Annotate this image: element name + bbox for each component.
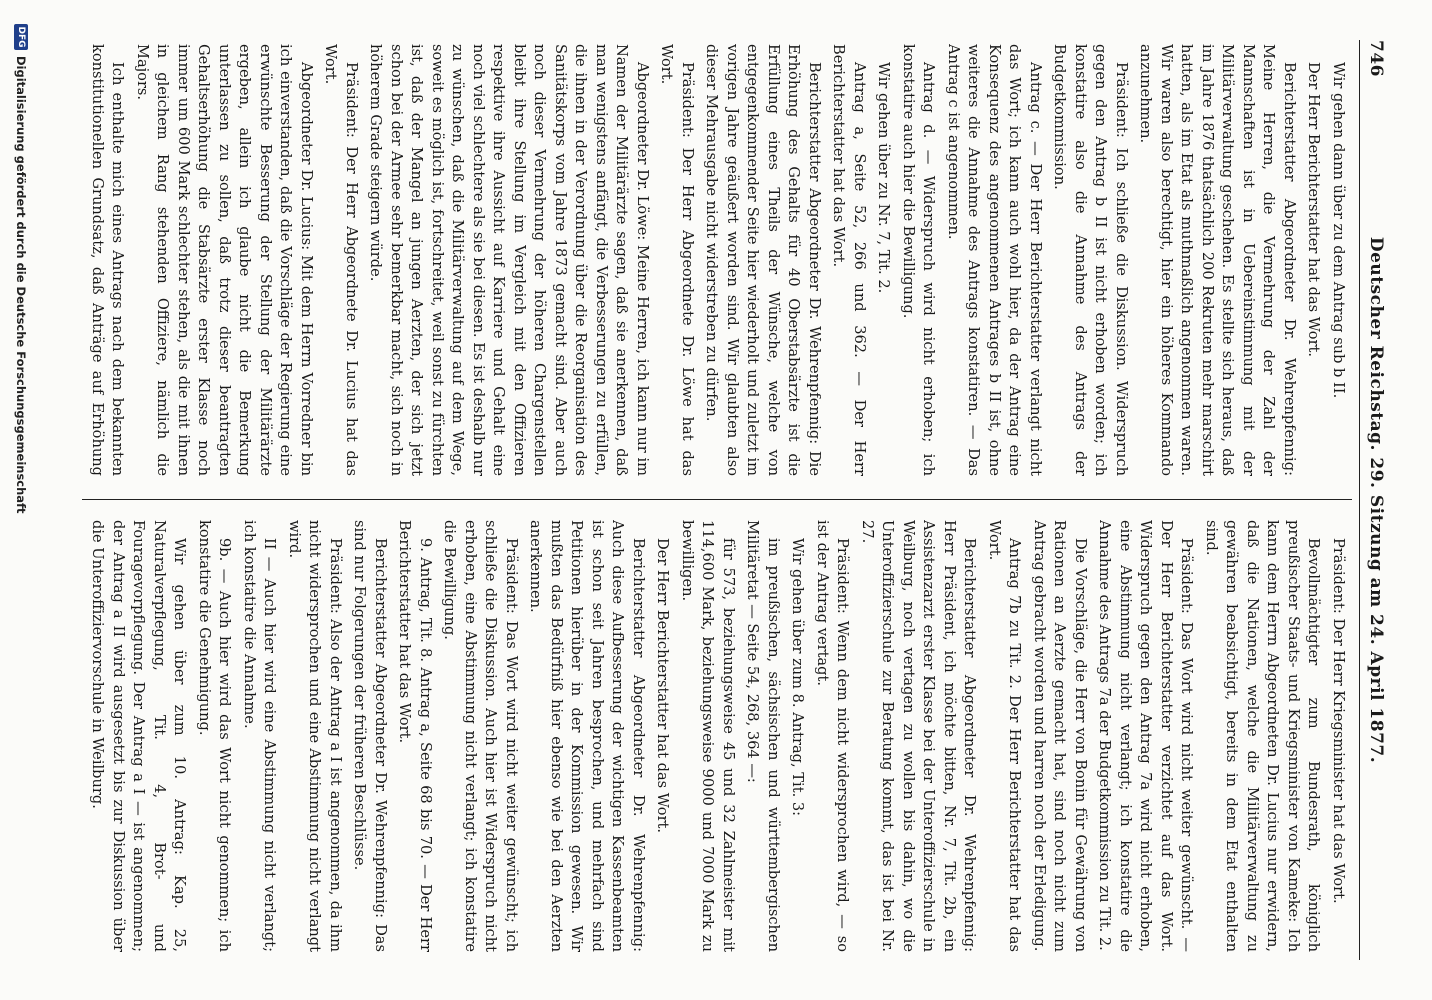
paragraph: im preußischen, sächsischen und württembergischen Militäretat — Seite 54, 268, 364 —: [744,520,782,952]
paragraph: Präsident: Also der Antrag a I ist angenommen, da ihm nicht widersprochen und eine Abstimmung nicht verlangt wird. [286,520,344,952]
page-header [1360,40,1394,960]
paragraph: für 573, beziehungsweise 45 und 32 Zahlmeister mit 114,600 Mark, beziehungsweise 9000 und 7000 Mark zu bewilligen. [679,520,737,952]
left-column [88,44,1348,476]
paragraph: II — Auch hier wird eine Abstimmung nicht verlangt; ich konstatire die Annahme. [241,520,279,952]
dfg-logo: DFG [14,24,28,50]
paragraph: Berichterstatter Abgeordneter Dr. Wehrenpfennig: Meine Herren, die Vermehrung der Zahl der Mannschaften ist in Uebereinstimmung mit der Militärverwaltung geschehen. Es stellte sich heraus, daß im Jahre 1876 thatsächlich 200 Rekruten mehr marschirt hatten, als im Etat als muthmaßlich angenommen waren. Wir waren also berechtigt, hier ein höheres Kommando anzunehmen. [1137,44,1298,476]
paragraph: Berichterstatter Abgeordneter Dr. Wehrenpfennig: Die Erhöhung des Gehalts für 40 Oberstabsärzte ist die Erfüllung eines Theils der Wünsche, welche von entgegenkommender Seite hier wiederholt und zuletzt im vorigen Jahre geäußert worden sind. Wir glaubten also dieser Mehrausgabe nicht widerstreben zu dürfen. [703,44,823,476]
paragraph: Abgeordneter Dr. Löwe: Meine Herren, ich kann nur im Namen der Militärärzte sagen, daß sie anerkennen, daß man wenigstens anfängt, die Verbesserungen zu erfüllen, die ihnen in der Verordnung über die Reorganisation des Sanitätskorps vom Jahre 1873 gemacht sind. Aber auch noch dieser Vermehrung der höheren Chargenstellen bleibt ihre Stellung im Vergleich mit den Offizieren respektive ihre Aussicht auf Karriere und Gehalt eine noch viel schlechtere als sie bei diesen. Es ist deshalb nur zu wünschen, daß die Militärverwaltung auf dem Wege, soweit es möglich ist, fortschreitet, weil sonst zu fürchten ist, daß der Mangel an jungen Aerzten, der sich jetzt schon bei der Armee sehr bemerkbar macht, sich noch in höherem Grade steigern würde. [367,44,651,476]
paragraph: 9b. — Auch hier wird das Wort nicht genommen; ich konstatire die Genehmigung. [196,520,234,952]
paragraph: Wir gehen über zum 10. Antrag: Kap. 25, Naturalverpflegung, Tit. 4, Brot- und Fouragevorpflegung. Der Antrag a I — ist angenommen; der Antrag a II wird ausgesetzt bis zur Diskussion über die Unteroffiziervorschule in Weilburg. [89,520,189,952]
paragraph: Der Herr Berichterstatter hat das Wort. [1305,62,1323,358]
paragraph: Wir gehen dann über zu dem Antrag sub b II. [1330,62,1347,399]
header-rule [1359,40,1360,960]
paragraph: Präsident: Der Herr Kriegsminister hat das Wort. [1330,538,1347,904]
paragraph: Abgeordneter Dr. Lucius: Mit dem Herrn Vorredner bin ich einverstanden, daß die Vorschläge der Regierung eine erwünschte Besserung der Stellung der Militärärzte ergeben, allein ich glaube nicht die Bemerkung unterlassen zu sollen, daß trotz dieser beantragten Gehaltserhöhung die Stabsärzte erster Klasse noch immer um 600 Mark schlechter stehen, als die mit ihnen in gleichem Rang stehenden Offiziere, nämlich die Majors. [134,44,315,476]
paragraph: Präsident: Wenn dem nicht widersprochen wird, — so ist der Antrag vertagt. [814,520,852,952]
paragraph: Präsident: Das Wort wird nicht weiter gewünscht; ich schließe die Diskussion. Auch hier ist Widerspruch nicht erhoben, eine Abstimmung nicht verlangt; ich konstatire die Bewilligung. [441,520,520,952]
column-divider [82,499,1352,500]
right-column [88,520,1348,952]
paragraph: Antrag 7b zu Tit. 2. Der Herr Berichterstatter hat das Wort. [986,520,1024,952]
paragraph: Ich enthalte mich eines Antrags nach dem bekannten konstitutionellen Grundsatz, daß Anträge auf Erhöhung [89,44,127,476]
paragraph: Präsident: Ich schließe die Diskussion. Widerspruch gegen den Antrag b II ist nicht erhoben worden; ich konstatire also die Annahme des Antrags der Budgetkommission. [1051,44,1130,476]
credit-text: Digitalisierung gefördert durch die Deutsche Forschungsgemeinschaft [14,56,28,514]
paragraph: Der Herr Berichterstatter hat das Wort. [654,538,672,834]
paragraph: Antrag c. — Der Herr Berichterstatter verlangt nicht das Wort; ich kann auch wohl hier, da der Antrag eine Konsequenz des angenommenen Antrages b II ist, ohne weiteres die Annahme des Antrags konstatiren. — Das Antrag c ist angenommen. [945,44,1044,476]
paragraph: Berichterstatter Abgeordneter Dr. Wehrenpfennig: Herr Präsident, ich möchte bitten, Nr. 7, Tit. 2b, ein Assistenzarzt erster Klasse bei der Unteroffizierschule in Weilburg, noch vertagen zu wollen bis dahin, wo die Unteroffizierschule zur Beratung kommt, das ist bei Nr. 27. [859,520,979,952]
paragraph: Präsident: Der Herr Abgeordnete Dr. Löwe hat das Wort. [658,44,696,476]
running-title: Deutscher Reichstag. 29. Sitzung am 24. April 1877. [1366,236,1386,764]
paragraph: Präsident: Der Herr Abgeordnete Dr. Lucius hat das Wort. [322,44,360,476]
digitization-credit [14,24,28,514]
paragraph: Wir gehen über zum 8. Antrag, Tit. 3: [789,538,807,817]
paragraph: Berichterstatter Abgeordneter Dr. Wehrenpfennig: Das sind nur Folgerungen der früheren Beschlüsse. [351,520,389,952]
paragraph: Bevollmächtigter zum Bundesrath, königlich preußischer Staats- und Kriegsminister von Kameke: Ich kann dem Herrn Abgeordneten Dr. Lucius nur erwidern, daß die Nationen, welche die Militärverwaltung zu gewähren beabsichtigt, bereits in dem Etat enthalten sind. [1203,520,1323,952]
paragraph: Die Vorschläge, die Herr von Bonin für Gewährung von Rationen an Aerzte gemacht hat, sind noch nicht zum Antrag gebracht worden und harren noch der Erledigung. [1031,520,1089,952]
paragraph: 9. Antrag, Tit. 8. Antrag a, Seite 68 bis 70. — Der Herr Berichterstatter hat das Wort. [396,520,434,952]
paragraph: Antrag d. — Widerspruch wird nicht erhoben; ich konstatire auch hier die Bewilligung. [900,44,938,476]
page-number: 746 [1366,40,1386,77]
paragraph: Berichterstatter Abgeordneter Dr. Wehrenpfennig: Auch diese Aufbesserung der wichtigen Kassenbeamten ist schon seit Jahren besprochen, und mehrfach sind Petitionen hierüber in der Kommission gewesen. Wir mußten das Bedürfniß hier ebenso wie bei den Aerzten anerkennen. [527,520,647,952]
paragraph: Präsident: Das Wort wird nicht weiter gewünscht. — Der Herr Berichterstatter verzichtet auf das Wort. Widerspruch gegen den Antrag 7a wird nicht erhoben, eine Abstimmung nicht verlangt; ich konstatire die Annahme des Antrags 7a der Budgetkommission zu Tit. 2. [1096,520,1196,952]
paragraph: Antrag a, Seite 52, 266 und 362. — Der Herr Berichterstatter hat das Wort. [830,44,868,476]
paragraph: Wir gehen über zu Nr. 7, Tit. 2. [875,62,893,294]
